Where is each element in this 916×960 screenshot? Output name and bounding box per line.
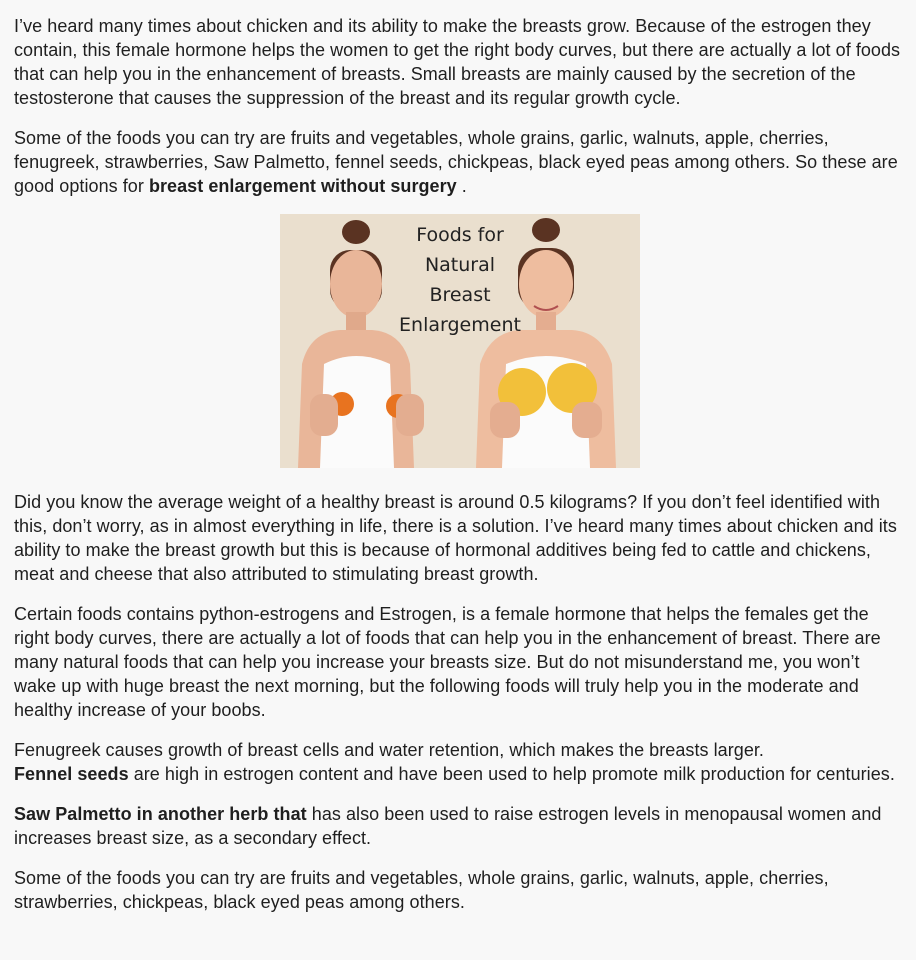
left-woman-left-hand	[310, 394, 338, 436]
paragraph-saw-palmetto	[14, 802, 902, 850]
image-caption	[380, 220, 540, 340]
paragraph-estrogens: Certain foods contains python-estrogens and Estrogen, is a female hormone that helps the females get the right body curves, there are actually a lot of foods that can help you in the enhancement of breast. There are many natural foods that can help you increase your breasts size. But do not misunderstand me, you won’t wake up with huge breast the next morning, but the following foods will truly help you in the moderate and healthy increase of your boobs.	[14, 604, 881, 720]
left-woman-face	[330, 250, 382, 318]
caption-line: Natural	[424, 254, 496, 276]
fennel-seeds-text: are high in estrogen content and have been used to help promote milk production for centuries.	[128, 764, 895, 784]
right-woman-left-hand	[490, 402, 520, 438]
right-woman-right-hand	[572, 402, 602, 438]
paragraph-fenugreek: Fenugreek causes growth of breast cells and water retention, which makes the breasts larger.	[14, 740, 764, 760]
saw-palmetto-heading: Saw Palmetto in another herb that	[14, 804, 307, 824]
fennel-seeds-heading: Fennel seeds	[14, 764, 129, 784]
paragraph-intro: I’ve heard many times about chicken and its ability to make the breasts grow. Because of the estrogen they contain, this female hormone helps the women to get the right body curves, but there are actually a lot of foods that can help you in the enhancement of breasts. Small breasts are mainly caused by the secretion of the testosterone that causes the suppression of the breast and its regular growth cycle.	[14, 16, 901, 108]
saw-palmetto-text: has also been used to raise estrogen levels in menopausal women and increases breast size, as a secondary effect.	[14, 804, 882, 848]
left-woman-right-hand	[396, 394, 424, 436]
paragraph-foods-end: .	[456, 176, 467, 196]
caption-line: Enlargement	[399, 314, 521, 336]
foods-image	[280, 214, 640, 468]
caption-line: Breast	[429, 284, 491, 306]
paragraph-foods	[14, 126, 902, 198]
paragraph-foods-text: Some of the foods you can try are fruits and vegetables, whole grains, garlic, walnuts, apple, cherries, fenugreek, strawberries, Saw Palmetto, fennel seeds, chickpeas, black eyed peas among others. So these are good options for	[14, 128, 898, 196]
breast-enlargement-link[interactable]: breast enlargement without surgery	[148, 176, 457, 196]
paragraph-foods-summary: Some of the foods you can try are fruits and vegetables, whole grains, garlic, walnuts, apple, cherries, strawberries, chickpeas, black eyed peas among others.	[14, 868, 829, 912]
paragraph-weight: Did you know the average weight of a healthy breast is around 0.5 kilograms? If you don’t feel identified with this, don’t worry, as in almost everything in life, there is a solution. I’ve heard many times about chicken and its ability to make the breast growth but this is because of hormonal additives being fed to cattle and chickens, meat and cheese that also attributed to stimulating breast growth.	[14, 492, 897, 584]
left-woman-bun	[342, 220, 370, 244]
paragraph-fennel	[14, 762, 902, 786]
caption-line: Foods for	[416, 224, 504, 246]
